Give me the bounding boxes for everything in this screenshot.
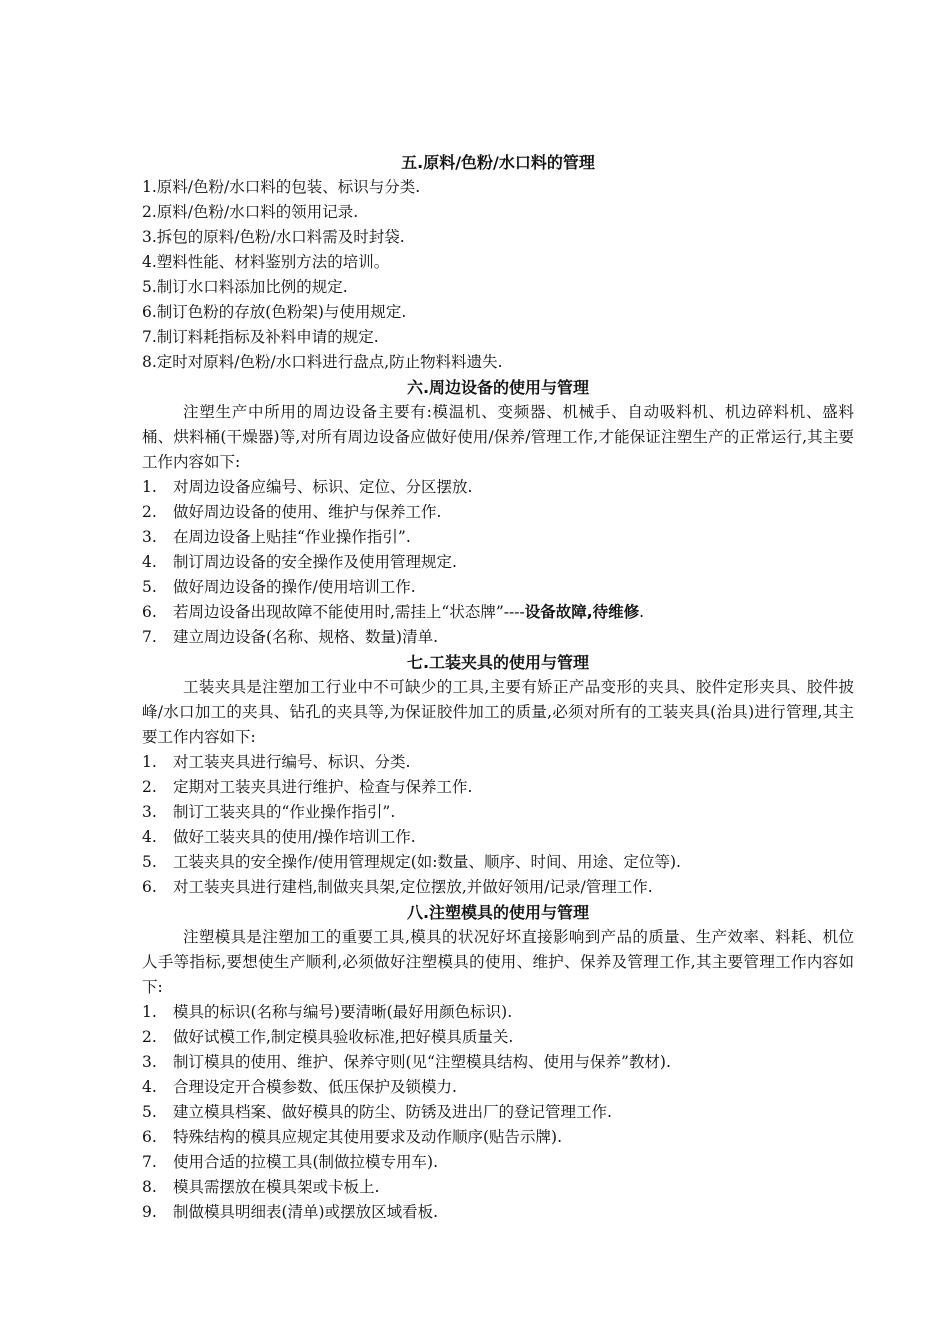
item-text: 做好试模工作,制定模具验收标准,把好模具质量关.	[173, 1028, 514, 1046]
section8-item-7	[142, 1150, 854, 1175]
item-text: 塑料性能、材料鉴别方法的培训。	[156, 253, 390, 271]
section6-item-6	[142, 600, 854, 625]
item-number: 1.	[142, 178, 157, 196]
item-text: 对工装夹具进行建档,制做夹具架,定位摆放,并做好领用/记录/管理工作.	[173, 878, 653, 896]
section5-item-1	[142, 175, 854, 200]
item-number: 5.	[142, 1103, 157, 1121]
item-number: 2.	[142, 503, 157, 521]
section6-item-4	[142, 550, 854, 575]
item-text: 做好工装夹具的使用/操作培训工作.	[173, 828, 416, 846]
item-text: 使用合适的拉模工具(制做拉模专用车).	[173, 1153, 439, 1171]
section5-item-3	[142, 225, 854, 250]
item-number: 7.	[142, 1153, 157, 1171]
item-number: 4.	[142, 1078, 157, 1096]
section6-item-7	[142, 625, 854, 650]
item-text: 定时对原料/色粉/水口料进行盘点,防止物料料遗失.	[156, 353, 503, 371]
status-tag-text: 设备故障,待维修	[524, 603, 640, 621]
item-number: 7.	[142, 628, 157, 646]
item-number: 8.	[142, 353, 157, 371]
section8-item-5	[142, 1100, 854, 1125]
section7-item-6	[142, 875, 854, 900]
item-text: 制订工装夹具的“作业操作指引”.	[173, 803, 396, 821]
section6-intro: 注塑生产中所用的周边设备主要有:模温机、变频器、机械手、自动吸料机、机边碎料机、盛料桶、烘料桶(干燥器)等,对所有周边设备应做好使用/保养/管理工作,才能保证注塑生产的正常运行,其主要工作内容如下:	[142, 403, 854, 471]
section6-item-3	[142, 525, 854, 550]
item-number: 1.	[142, 1003, 157, 1021]
item-number: 8.	[142, 1178, 157, 1196]
item-text: 若周边设备出现故障不能使用时,需挂上“状态牌”----	[173, 603, 525, 621]
section8-item-8	[142, 1175, 854, 1200]
item-number: 4.	[142, 253, 157, 271]
item-text: 原料/色粉/水口料的包装、标识与分类.	[156, 178, 421, 196]
document-body	[142, 150, 854, 1225]
item-number: 5.	[142, 853, 157, 871]
item-text: 拆包的原料/色粉/水口料需及时封袋.	[156, 228, 405, 246]
section8-item-6	[142, 1125, 854, 1150]
item-text: 做好周边设备的操作/使用培训工作.	[173, 578, 416, 596]
item-number: 9.	[142, 1203, 157, 1221]
item-number: 4.	[142, 553, 157, 571]
section5-item-7	[142, 325, 854, 350]
section7-title: 七.工装夹具的使用与管理	[406, 653, 590, 672]
item-text: 制订料耗指标及补料申请的规定.	[156, 328, 379, 346]
item-text: 对工装夹具进行编号、标识、分类.	[173, 753, 411, 771]
section8-intro: 注塑模具是注塑加工的重要工具,模具的状况好坏直接影响到产品的质量、生产效率、料耗、机位人手等指标,要想使生产顺利,必须做好注塑模具的使用、维护、保养及管理工作,其主要管理工作内容如下:	[142, 928, 854, 996]
item-text: 制订水口料添加比例的规定.	[156, 278, 348, 296]
item-number: 3.	[142, 228, 157, 246]
item-number: 6.	[142, 1128, 157, 1146]
item-text: 原料/色粉/水口料的领用记录.	[156, 203, 359, 221]
section5-item-4	[142, 250, 854, 275]
section8-item-3	[142, 1050, 854, 1075]
section7-item-5	[142, 850, 854, 875]
item-text: 制订色粉的存放(色粉架)与使用规定.	[156, 303, 407, 321]
item-text: 做好周边设备的使用、维护与保养工作.	[173, 503, 442, 521]
item-number: 6.	[142, 303, 157, 321]
section8-item-1	[142, 1000, 854, 1025]
item-text: 模具的标识(名称与编号)要清晰(最好用颜色标识).	[173, 1003, 513, 1021]
section6-title: 六.周边设备的使用与管理	[406, 378, 590, 397]
item-number: 2.	[142, 778, 157, 796]
section8-item-9	[142, 1200, 854, 1225]
section8-item-2	[142, 1025, 854, 1050]
section5-title: 五.原料/色粉/水口料的管理	[401, 153, 595, 172]
item-text: 建立模具档案、做好模具的防尘、防锈及进出厂的登记管理工作.	[173, 1103, 612, 1121]
item-number: 1.	[142, 478, 157, 496]
item-number: 3.	[142, 803, 157, 821]
section8-item-4	[142, 1075, 854, 1100]
item-text: 制做模具明细表(清单)或摆放区域看板.	[173, 1203, 439, 1221]
item-text: 模具需摆放在模具架或卡板上.	[173, 1178, 380, 1196]
item-number: 3.	[142, 1053, 157, 1071]
section7-item-4	[142, 825, 854, 850]
item-text: 对周边设备应编号、标识、定位、分区摆放.	[173, 478, 473, 496]
item-text: 特殊结构的模具应规定其使用要求及动作顺序(贴告示牌).	[173, 1128, 563, 1146]
section6-item-5	[142, 575, 854, 600]
item-text: 工装夹具的安全操作/使用管理规定(如:数量、顺序、时间、用途、定位等).	[173, 853, 681, 871]
section5-item-5	[142, 275, 854, 300]
item-text: 合理设定开合模参数、低压保护及锁模力.	[173, 1078, 457, 1096]
section7-item-2	[142, 775, 854, 800]
item-number: 2.	[142, 203, 157, 221]
section5-item-6	[142, 300, 854, 325]
item-number: 3.	[142, 528, 157, 546]
item-text: 制订模具的使用、维护、保养守则(见“注塑模具结构、使用与保养”教材).	[173, 1053, 671, 1071]
item-text: 定期对工装夹具进行维护、检查与保养工作.	[173, 778, 473, 796]
section5-item-2	[142, 200, 854, 225]
item-number: 6.	[142, 878, 157, 896]
item-number: 1.	[142, 753, 157, 771]
section8-title: 八.注塑模具的使用与管理	[406, 903, 590, 922]
item-number: 5.	[142, 278, 157, 296]
item-text: 建立周边设备(名称、规格、数量)清单.	[173, 628, 439, 646]
item-number: 6.	[142, 603, 157, 621]
section6-item-2	[142, 500, 854, 525]
item-text-tail: .	[639, 603, 645, 621]
section7-item-1	[142, 750, 854, 775]
item-text: 制订周边设备的安全操作及使用管理规定.	[173, 553, 457, 571]
item-number: 5.	[142, 578, 157, 596]
section6-item-1	[142, 475, 854, 500]
item-number: 2.	[142, 1028, 157, 1046]
item-number: 7.	[142, 328, 157, 346]
section5-item-8	[142, 350, 854, 375]
item-text: 在周边设备上贴挂“作业操作指引”.	[173, 528, 411, 546]
item-number: 4.	[142, 828, 157, 846]
section7-item-3	[142, 800, 854, 825]
section7-intro: 工装夹具是注塑加工行业中不可缺少的工具,主要有矫正产品变形的夹具、胶件定形夹具、胶件披峰/水口加工的夹具、钻孔的夹具等,为保证胶件加工的质量,必须对所有的工装夹具(治具)进行管理,其主要工作内容如下:	[142, 678, 854, 746]
